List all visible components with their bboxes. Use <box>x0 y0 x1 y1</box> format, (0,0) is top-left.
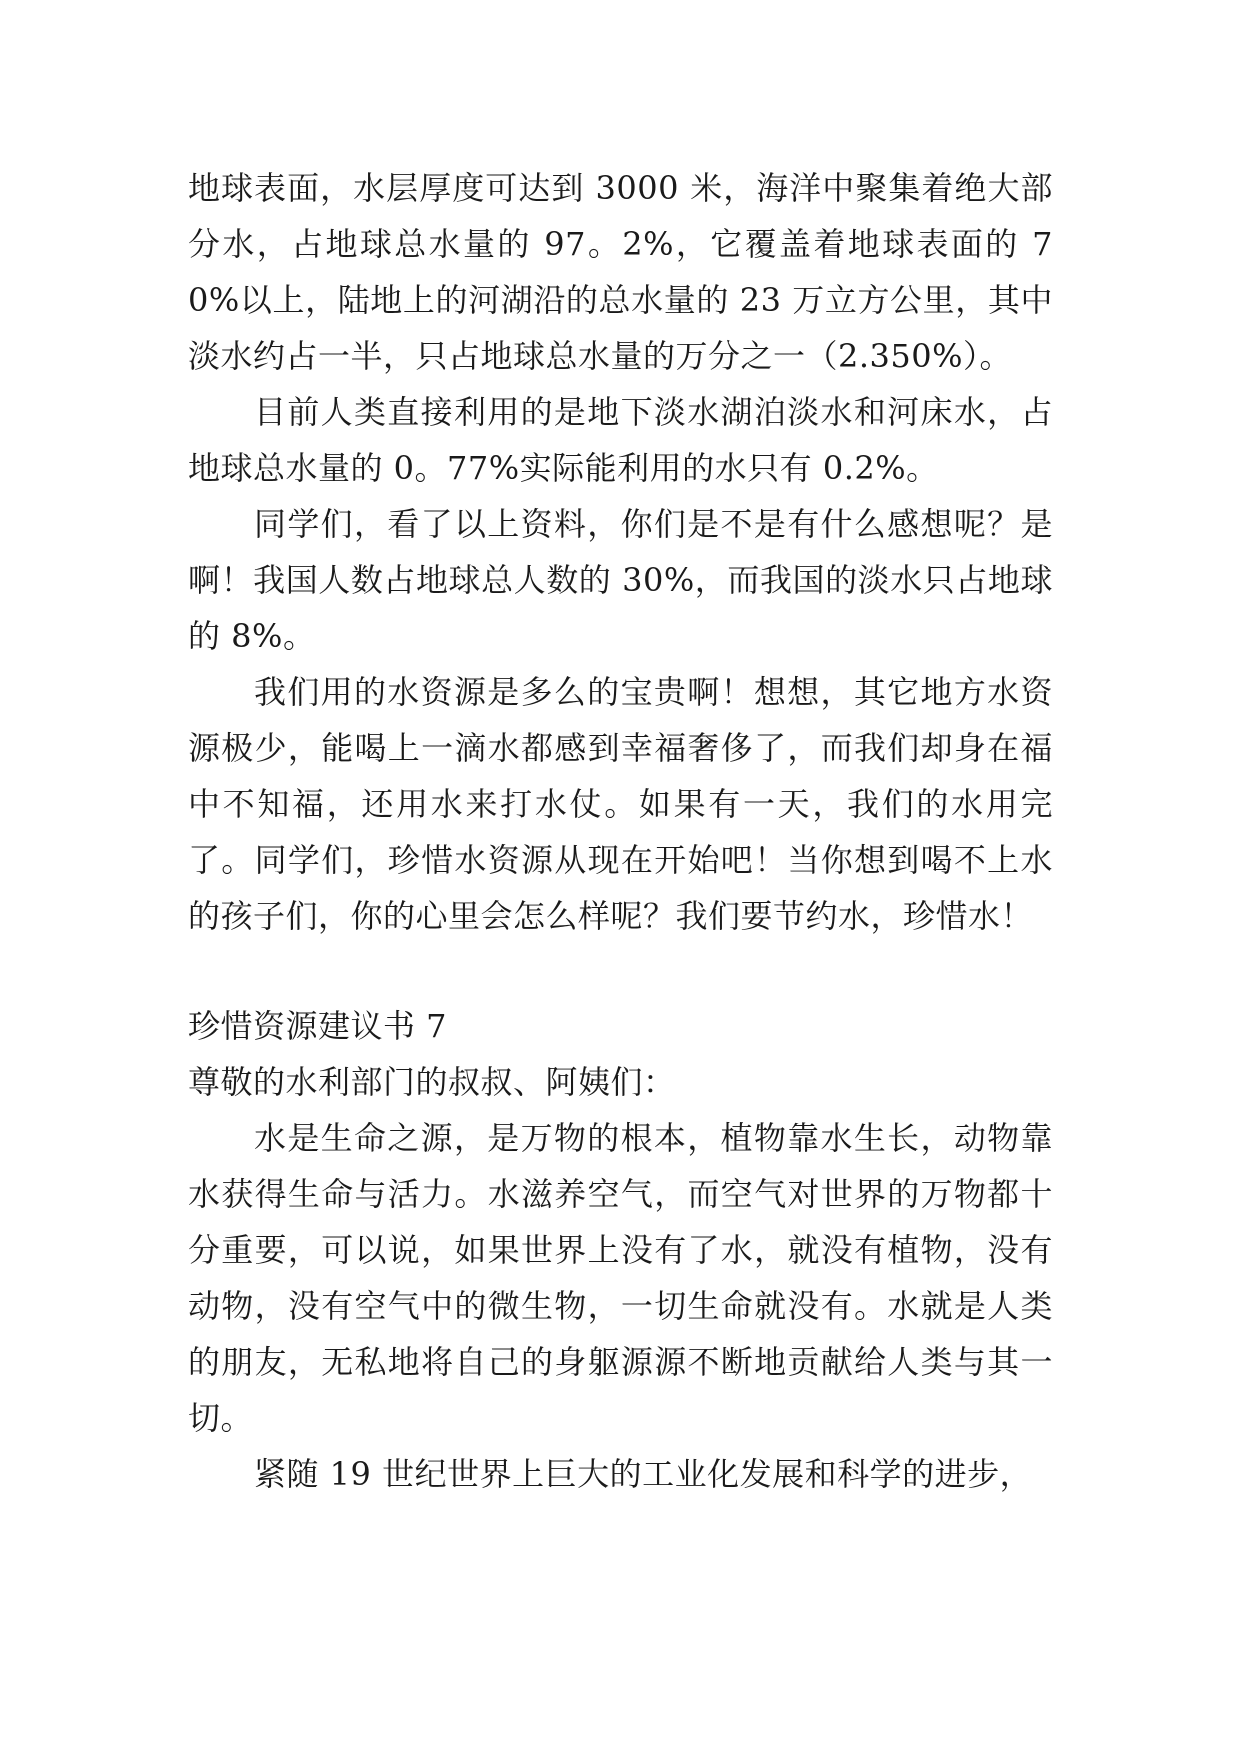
document-body <box>188 160 1053 1502</box>
section-spacer <box>188 944 1053 998</box>
paragraph-usable-water: 目前人类直接利用的是地下淡水湖泊淡水和河床水，占地球总水量的 0。77%实际能利用的水只有 0.2%。 <box>188 393 1053 487</box>
paragraph-industrialization: 紧随 19 世纪世界上巨大的工业化发展和科学的进步， <box>254 1455 1033 1493</box>
section-title: 珍惜资源建议书 7 <box>188 1007 448 1045</box>
paragraph-water-is-life: 水是生命之源，是万物的根本，植物靠水生长，动物靠水获得生命与活力。水滋养空气，而空气对世界的万物都十分重要，可以说，如果世界上没有了水，就没有植物，没有动物，没有空气中的微生物，一切生命就没有。水就是人类的朋友，无私地将自己的身躯源源不断地贡献给人类与其一切。 <box>188 1119 1053 1437</box>
paragraph-save-water: 我们用的水资源是多么的宝贵啊！想想，其它地方水资源极少，能喝上一滴水都感到幸福奢侈了，而我们却身在福中不知福，还用水来打水仗。如果有一天，我们的水用完了。同学们，珍惜水资源从现在开始吧！当你想到喝不上水的孩子们，你的心里会怎么样呢？我们要节约水，珍惜水！ <box>188 673 1053 935</box>
paragraph-china-water: 同学们，看了以上资料，你们是不是有什么感想呢？是啊！我国人数占地球总人数的 30%，而我国的淡水只占地球的 8%。 <box>188 505 1053 655</box>
paragraph-water-distribution: 地球表面，水层厚度可达到 3000 米，海洋中聚集着绝大部分水，占地球总水量的 97。2%，它覆盖着地球表面的 70%以上，陆地上的河湖沿的总水量的 23 万立方公里，其中淡水约占一半，只占地球总水量的万分之一（2.350%）。 <box>188 169 1053 375</box>
salutation: 尊敬的水利部门的叔叔、阿姨们： <box>188 1063 676 1101</box>
